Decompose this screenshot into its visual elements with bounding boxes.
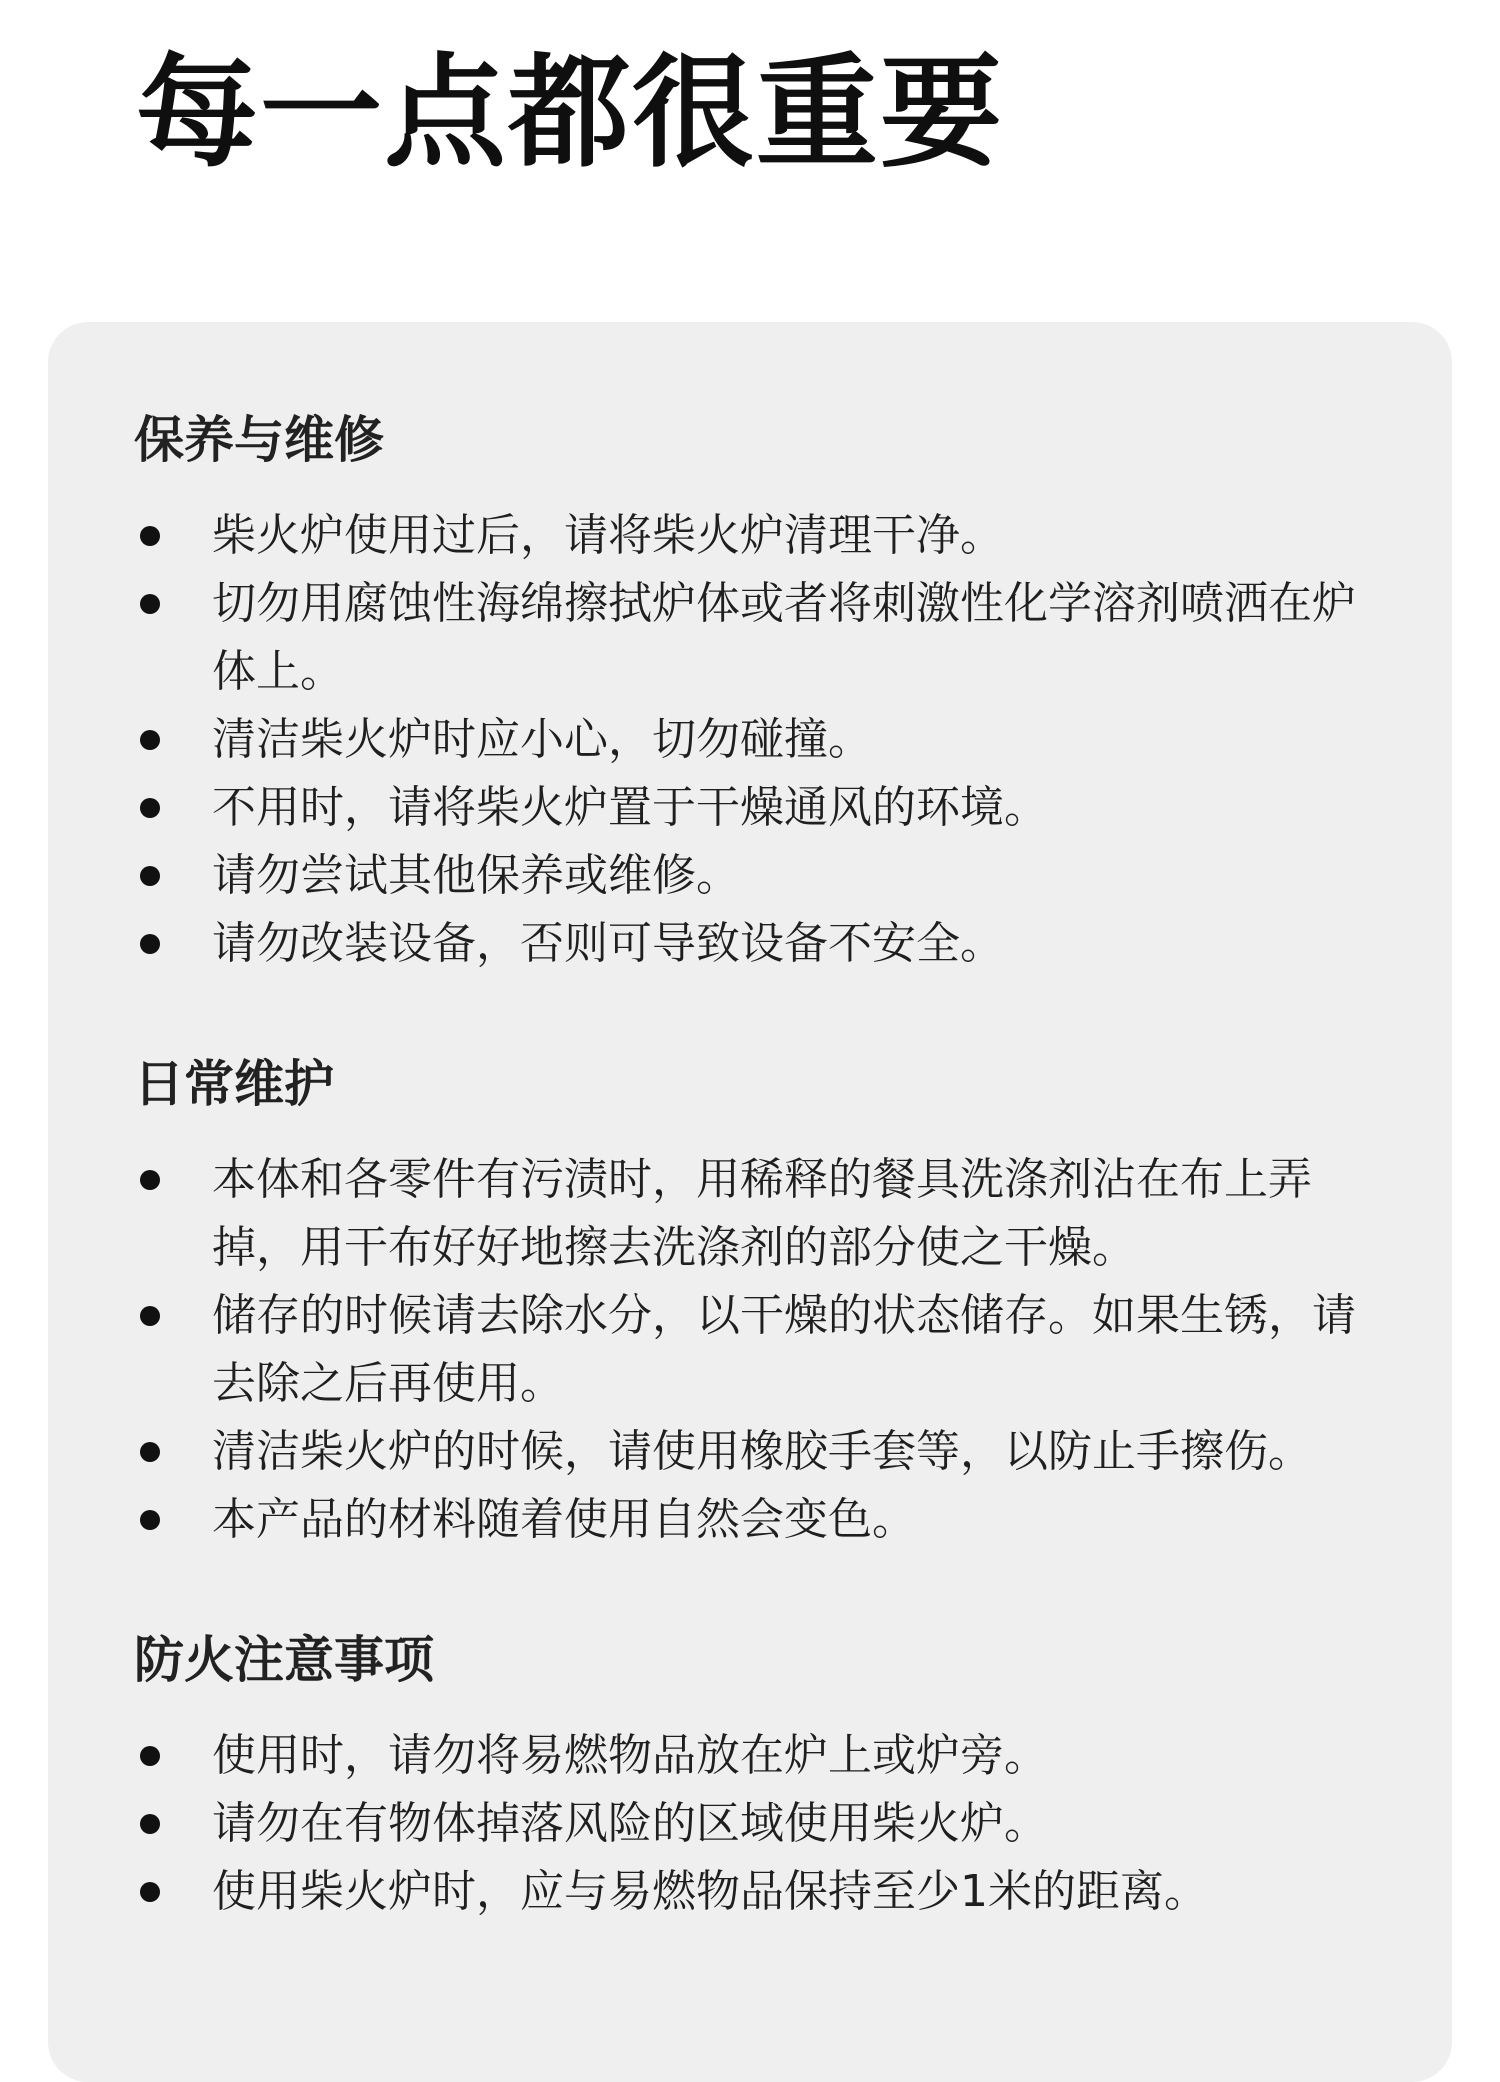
bullet-dot-icon [140,1510,160,1530]
bullet-dot-icon [140,1442,160,1462]
list-item-text: 不用时，请将柴火炉置于干燥通风的环境。 [212,782,1048,833]
list-item-text: 使用柴火炉时，应与易燃物品保持至少1米的距离。 [212,1866,1208,1917]
list-item [48,774,1452,842]
maintenance-list [48,502,1452,978]
bullet-dot-icon [140,1882,160,1902]
list-item-text: 本体和各零件有污渍时，用稀释的餐具洗涤剂沾在布上弄掉，用干布好好地擦去洗涤剂的部分使之干燥。 [212,1154,1312,1273]
list-item-text: 清洁柴火炉的时候，请使用橡胶手套等，以防止手擦伤。 [212,1426,1312,1477]
list-item-text: 切勿用腐蚀性海绵擦拭炉体或者将刺激性化学溶剂喷洒在炉体上。 [212,578,1356,697]
list-item [48,570,1452,706]
list-item [48,1146,1452,1282]
list-item-text: 使用时，请勿将易燃物品放在炉上或炉旁。 [212,1730,1048,1781]
bullet-dot-icon [140,1746,160,1766]
maintenance-section [48,404,1452,978]
list-item [48,502,1452,570]
list-item [48,842,1452,910]
section-title-fire-safety: 防火注意事项 [134,1631,434,1689]
list-item [48,706,1452,774]
fire-safety-section [48,1624,1452,1926]
daily-care-section [48,1048,1452,1554]
section-title-maintenance: 保养与维修 [134,411,384,469]
bullet-dot-icon [140,866,160,886]
list-item-text: 清洁柴火炉时应小心，切勿碰撞。 [212,714,872,765]
list-item [48,1722,1452,1790]
daily-care-list [48,1146,1452,1554]
notes-panel [48,322,1452,2082]
list-item-text: 请勿尝试其他保养或维修。 [212,850,740,901]
bullet-dot-icon [140,1814,160,1834]
bullet-dot-icon [140,798,160,818]
section-title-daily-care: 日常维护 [134,1055,334,1113]
bullet-dot-icon [140,934,160,954]
list-item [48,1418,1452,1486]
list-item-text: 储存的时候请去除水分，以干燥的状态储存。如果生锈，请去除之后再使用。 [212,1290,1356,1409]
list-item-text: 本产品的材料随着使用自然会变色。 [212,1494,916,1545]
page-title: 每一点都很重要 [136,42,1004,184]
list-item [48,1858,1452,1926]
bullet-dot-icon [140,1170,160,1190]
fire-safety-list [48,1722,1452,1926]
bullet-dot-icon [140,594,160,614]
list-item [48,1790,1452,1858]
list-item [48,910,1452,978]
bullet-dot-icon [140,1306,160,1326]
list-item [48,1282,1452,1418]
list-item-text: 请勿改装设备，否则可导致设备不安全。 [212,918,1004,969]
list-item-text: 请勿在有物体掉落风险的区域使用柴火炉。 [212,1798,1048,1849]
list-item [48,1486,1452,1554]
bullet-dot-icon [140,526,160,546]
bullet-dot-icon [140,730,160,750]
list-item-text: 柴火炉使用过后，请将柴火炉清理干净。 [212,510,1004,561]
